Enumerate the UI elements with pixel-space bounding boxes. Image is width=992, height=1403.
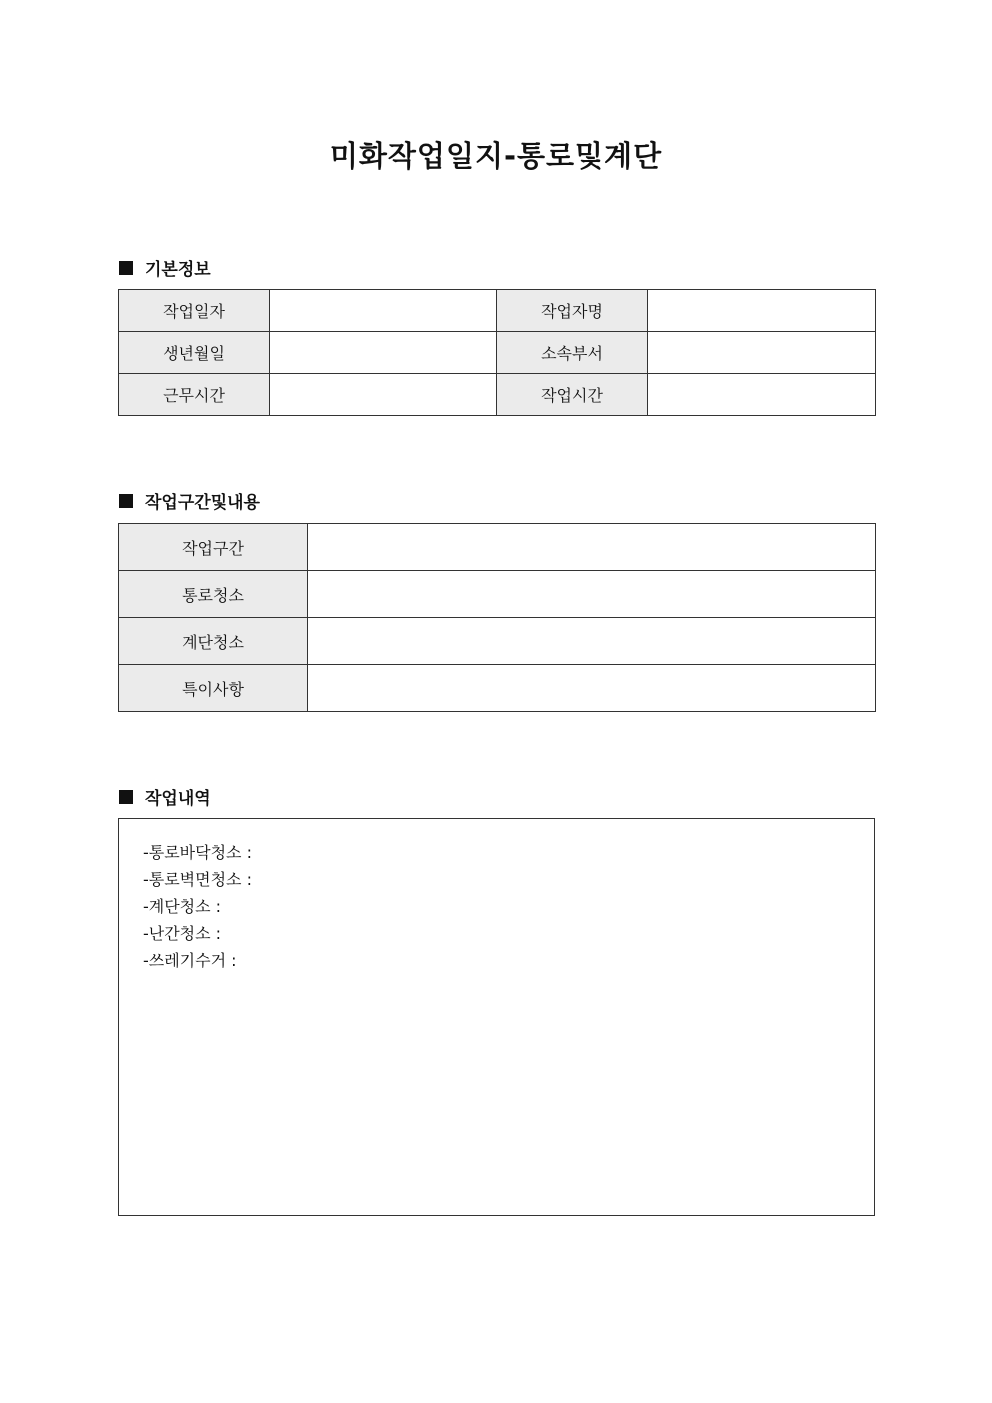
table-row bbox=[119, 290, 876, 332]
label-corridor-cleaning: 통로청소 bbox=[119, 571, 308, 618]
table-row bbox=[119, 571, 876, 618]
remarks-field[interactable] bbox=[308, 665, 876, 712]
worker-name-field[interactable] bbox=[648, 290, 876, 332]
work-details-list bbox=[119, 819, 874, 974]
basic-info-table bbox=[118, 289, 876, 416]
list-item: -통로바닥청소 : bbox=[143, 843, 252, 862]
label-stairs-cleaning: 계단청소 bbox=[119, 618, 308, 665]
work-details-box[interactable] bbox=[118, 818, 875, 1216]
department-field[interactable] bbox=[648, 332, 876, 374]
square-bullet-icon bbox=[119, 790, 133, 804]
list-item: -계단청소 : bbox=[143, 897, 222, 916]
birth-date-field[interactable] bbox=[270, 332, 497, 374]
table-row bbox=[119, 374, 876, 416]
list-item: -쓰레기수거 : bbox=[143, 951, 237, 970]
table-row bbox=[119, 332, 876, 374]
label-remarks: 특이사항 bbox=[119, 665, 308, 712]
corridor-cleaning-field[interactable] bbox=[308, 571, 876, 618]
list-item: -통로벽면청소 : bbox=[143, 870, 252, 889]
stairs-cleaning-field[interactable] bbox=[308, 618, 876, 665]
square-bullet-icon bbox=[119, 261, 133, 275]
work-hours-field[interactable] bbox=[270, 374, 497, 416]
section-heading-basic bbox=[119, 255, 211, 280]
list-item: -난간청소 : bbox=[143, 924, 222, 943]
work-area-field[interactable] bbox=[308, 524, 876, 571]
label-work-date: 작업일자 bbox=[119, 290, 270, 332]
table-row bbox=[119, 524, 876, 571]
work-date-field[interactable] bbox=[270, 290, 497, 332]
section-heading-work bbox=[119, 488, 260, 513]
label-department: 소속부서 bbox=[497, 332, 648, 374]
section-heading-details bbox=[119, 784, 211, 809]
work-time-field[interactable] bbox=[648, 374, 876, 416]
square-bullet-icon bbox=[119, 494, 133, 508]
label-work-hours: 근무시간 bbox=[119, 374, 270, 416]
section-heading-label: 작업구간및내용 bbox=[145, 493, 260, 513]
table-row bbox=[119, 618, 876, 665]
label-work-time: 작업시간 bbox=[497, 374, 648, 416]
label-birth-date: 생년월일 bbox=[119, 332, 270, 374]
work-content-table bbox=[118, 523, 876, 712]
label-worker-name: 작업자명 bbox=[497, 290, 648, 332]
document-title: 미화작업일지-통로및계단 bbox=[329, 139, 663, 173]
table-row bbox=[119, 665, 876, 712]
section-heading-label: 기본정보 bbox=[145, 260, 211, 280]
label-work-area: 작업구간 bbox=[119, 524, 308, 571]
section-heading-label: 작업내역 bbox=[145, 789, 211, 809]
